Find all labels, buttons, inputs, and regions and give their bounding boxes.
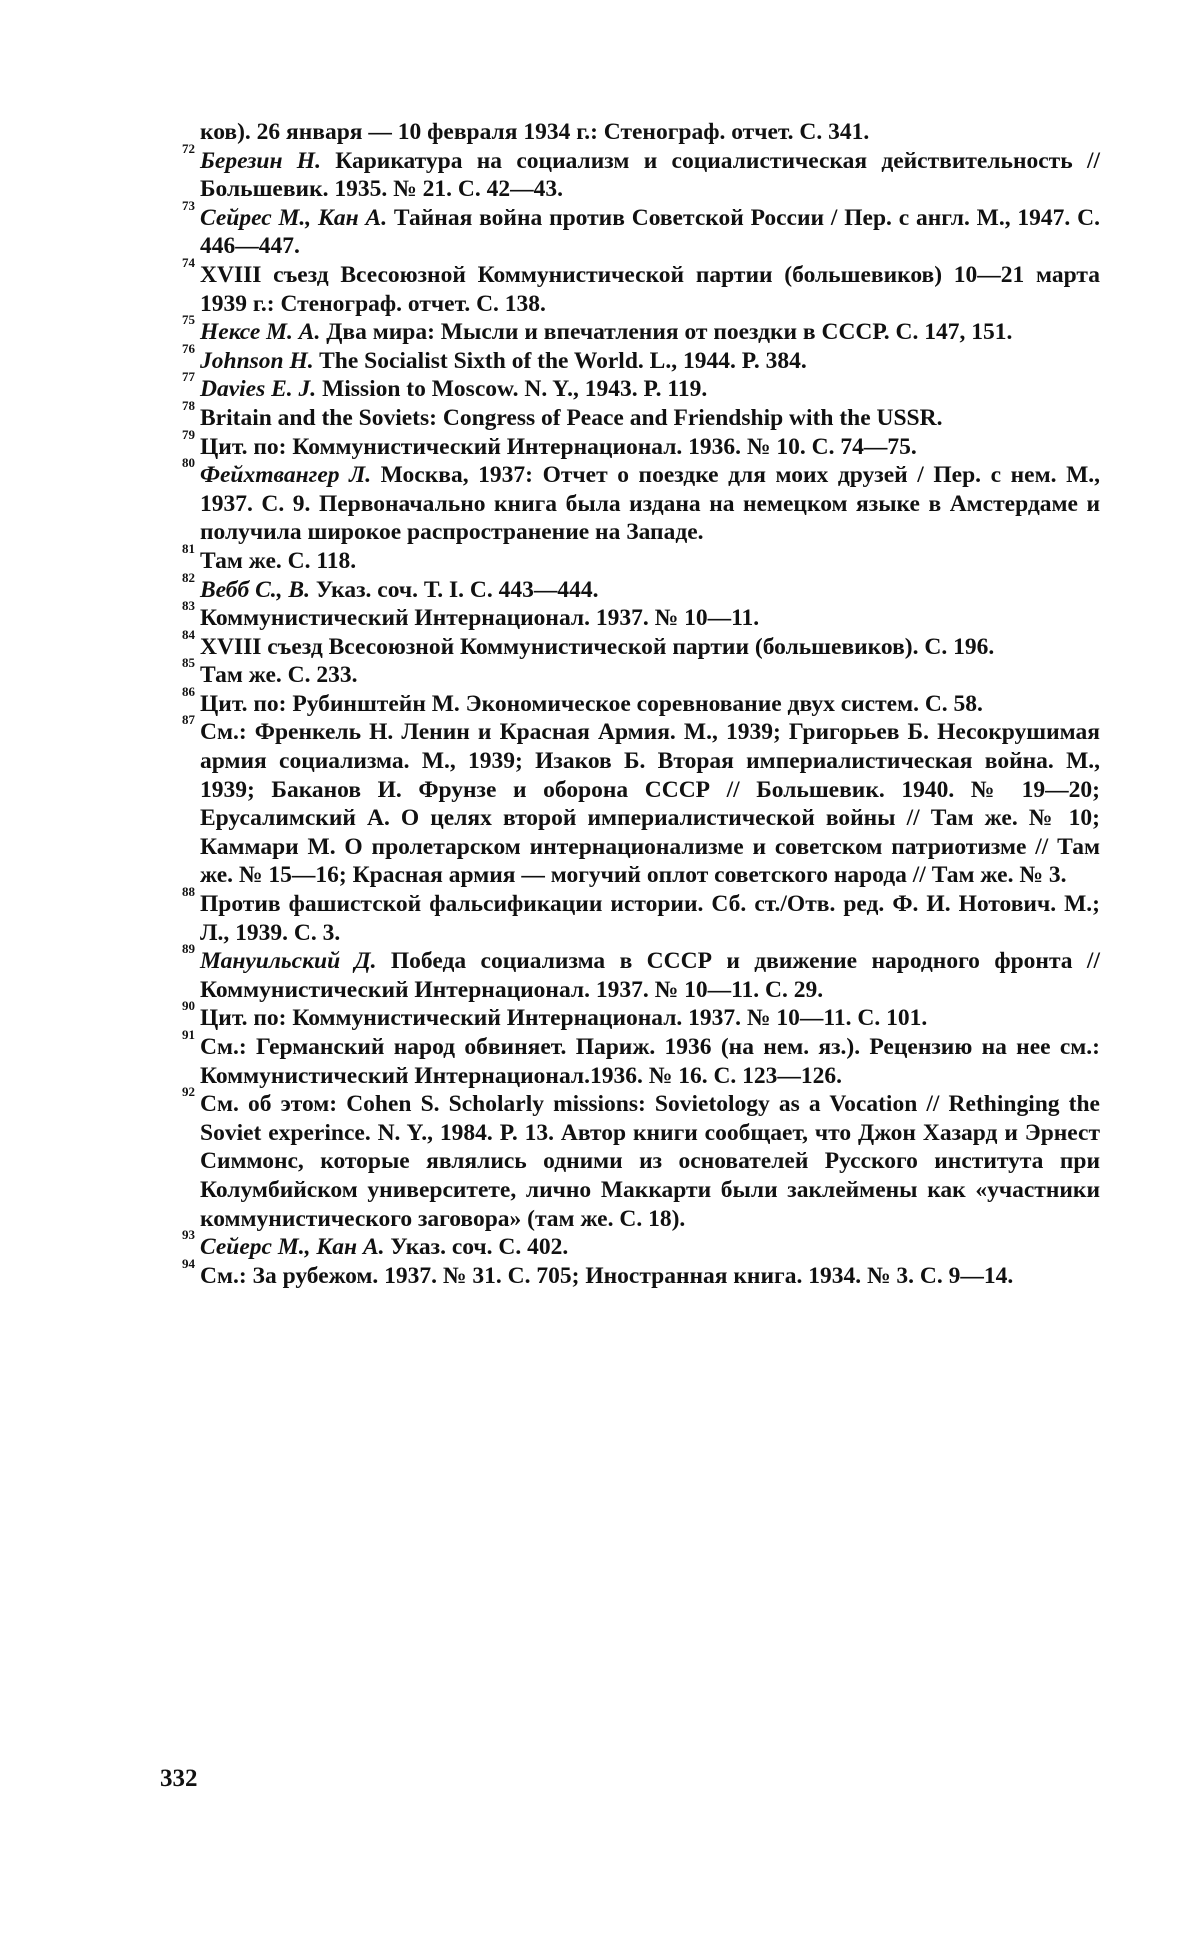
footnote-85: [182, 655, 1100, 690]
footnote-77: [182, 369, 1100, 404]
footnote-number: 76: [182, 340, 195, 356]
footnote-number: 86: [182, 683, 195, 699]
footnote-text: The Socialist Sixth of the World. L., 1944. P. 384.: [313, 347, 807, 374]
footnote-94: [182, 1255, 1100, 1291]
footnote-72: [182, 140, 1101, 204]
footnote-83: [182, 598, 1100, 633]
footnote-number: 74: [182, 254, 195, 270]
footnote-author: Нексе М. А.: [200, 319, 321, 346]
footnote-number: 83: [182, 598, 195, 614]
footnote-75: [182, 312, 1100, 347]
footnote-text: XVIII съезд Всесоюзной Коммунистической партии (большевиков) 10—21 марта 1939 г.: Стенограф. отчет. С. 138.: [200, 261, 1100, 317]
footnote-81: [182, 540, 1100, 576]
footnotes-page: [182, 118, 1101, 1290]
footnote-text: См.: Германский народ обвиняет. Париж. 1936 (на нем. яз.). Рецензию на нее см.: Коммунистический Интернационал.1936. № 16. С. 123—126.: [200, 1034, 1100, 1089]
footnote-number: 94: [182, 1255, 195, 1271]
footnote-text: Там же. С. 233.: [200, 662, 358, 689]
footnote-text: Победа социализма в СССР и движение народного фронта // Коммунистический Интернационал. 1937. № 10—11. С. 29.: [200, 948, 1100, 1003]
footnote-text: См.: За рубежом. 1937. № 31. С. 705; Иностранная книга. 1934. № 3. С. 9—14.: [200, 1262, 1014, 1289]
footnote-number: 78: [182, 397, 195, 413]
footnote-87: [182, 712, 1100, 890]
footnote-text: Цит. по: Коммунистический Интернационал. 1936. № 10. С. 74—75.: [200, 433, 917, 460]
footnote-text: См.: Френкель Н. Ленин и Красная Армия. М., 1939; Григорьев Б. Несокрушимая армия социализма. М., 1939; Изаков Б. Вторая империалистическая война. М., 1939; Баканов И. Фрунзе и оборона СССР // Большевик. 1940. № 19—20; Ерусалимский А. О целях второй империалистической войны // Там же. № 10; Каммари М. О пролетарском интернационализме и советском патриотизме // Там же. № 15—16; Красная армия — могучий оплот советского народа // Там же. № 3.: [200, 719, 1100, 889]
footnote-text: Mission to Moscow. N. Y., 1943. P. 119.: [316, 376, 708, 403]
footnote-number: 88: [182, 884, 195, 900]
footnote-number: 77: [182, 369, 195, 385]
footnote-88: [182, 884, 1100, 947]
footnote-text: Цит. по: Коммунистический Интернационал. 1937. № 10—11. С. 101.: [200, 1005, 928, 1032]
footnote-number: 81: [182, 540, 195, 556]
footnote-number: 73: [182, 197, 195, 213]
footnote-80: [182, 455, 1101, 547]
footnote-text: См. об этом: Cohen S. Scholarly missions: Sovietology as a Vocation // Rethinging the Soviet experince. N. Y., 1984. P. 13. Автор книги сообщает, что Джон Хазард и Эрнест Симмонс, которые являлись одними из основателей Русского института при Колумбийском университете, лично Маккарти были заклеймены как «участники коммунистического заговора» (там же. С. 18).: [200, 1091, 1100, 1232]
footnote-text: Коммунистический Интернационал. 1937. № 10—11.: [200, 605, 760, 632]
footnote-number: 84: [182, 626, 195, 642]
footnote-92: [182, 1084, 1100, 1233]
footnote-number: 93: [182, 1227, 195, 1243]
footnote-author: Мануильский Д.: [200, 948, 377, 975]
footnote-number: 82: [182, 569, 195, 585]
footnote-text: XVIII съезд Всесоюзной Коммунистической партии (большевиков). С. 196.: [200, 633, 995, 660]
footnote-79: [182, 426, 1100, 462]
footnote-number: 80: [182, 455, 195, 471]
footnote-number: 90: [182, 998, 195, 1014]
footnote-number: 92: [182, 1084, 195, 1100]
page-number: 332: [160, 1765, 198, 1792]
footnote-number: 87: [182, 712, 195, 728]
footnote-author: Вебб С., В.: [200, 576, 310, 603]
footnote-number: 85: [182, 655, 195, 671]
footnote-author: Фейхтвангер Л.: [200, 462, 372, 489]
footnote-text: Цит. по: Рубинштейн М. Экономическое соревнование двух систем. С. 58.: [200, 690, 983, 717]
footnote-74: [182, 254, 1100, 318]
footnote-number: 79: [182, 426, 195, 442]
footnote-90: [182, 998, 1100, 1033]
footnote-text: Против фашистской фальсификации истории. Сб. ст./Отв. ред. Ф. И. Нотович. М.; Л., 1939. С. 3.: [200, 891, 1100, 946]
footnote-93: [182, 1227, 1100, 1262]
footnote-text: Там же. С. 118.: [200, 547, 357, 574]
footnote-continuation: ков). 26 января — 10 февраля 1934 г.: Стенограф. отчет. С. 341.: [200, 119, 870, 145]
footnote-86: [182, 683, 1100, 719]
footnote-text: Указ. соч. Т. I. С. 443—444.: [309, 576, 599, 603]
footnote-author: Сейерс М., Кан А.: [200, 1234, 385, 1261]
footnote-text: Москва, 1937: Отчет о поездке для моих друзей / Пер. с нем. М., 1937. С. 9. Первоначально книга была издана на немецком языке в Амстердаме и получила широкое распространение на Западе.: [200, 462, 1101, 546]
footnote-text: Два мира: Мысли и впечатления от поездки в СССР. С. 147, 151.: [320, 319, 1013, 346]
footnote-text: Тайная война против Советской России / Пер. с англ. М., 1947. С. 446—447.: [200, 204, 1100, 260]
footnote-78: [182, 397, 1100, 433]
footnote-76: [182, 340, 1100, 376]
footnote-82: [182, 569, 1100, 605]
footnote-text: Britain and the Soviets: Congress of Peace and Friendship with the USSR.: [200, 404, 943, 431]
footnote-author: Johnson H.: [200, 347, 314, 374]
footnote-list: [182, 140, 1101, 1291]
footnote-number: 91: [182, 1027, 195, 1042]
footnote-84: [182, 626, 1100, 662]
footnote-author: Davies E. J.: [200, 376, 317, 403]
footnote-number: 72: [182, 140, 195, 156]
footnote-73: [182, 197, 1100, 261]
footnote-number: 89: [182, 941, 195, 957]
footnote-text: Карикатура на социализм и социалистическая действительность // Большевик. 1935. № 21. С. 42—43.: [200, 147, 1101, 203]
footnote-author: Березин Н.: [200, 147, 321, 174]
footnote-91: [182, 1027, 1100, 1090]
footnote-89: [182, 941, 1100, 1004]
footnote-number: 75: [182, 312, 195, 328]
footnote-text: Указ. соч. С. 402.: [384, 1234, 569, 1261]
footnote-author: Сейрес М., Кан А.: [200, 204, 388, 231]
